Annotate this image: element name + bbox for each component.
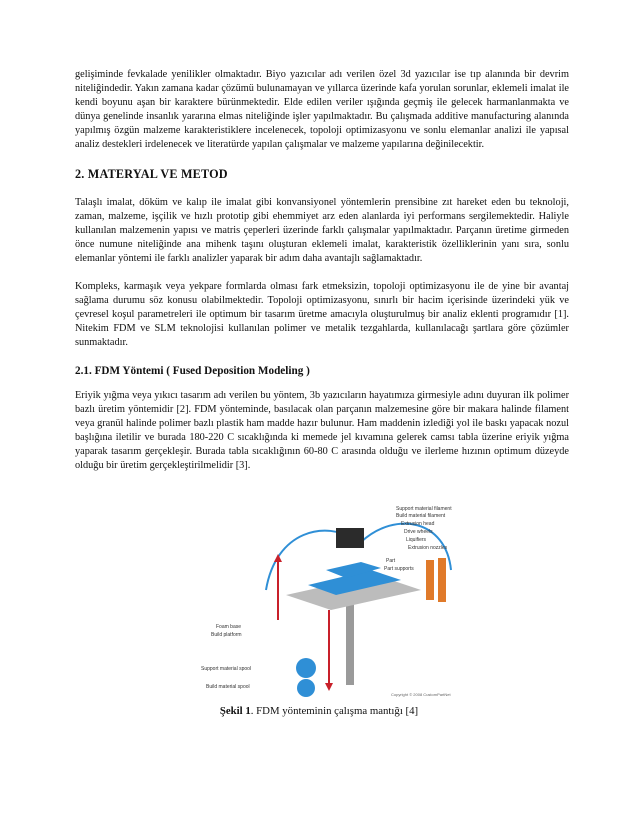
figure-caption [0,705,638,717]
fdm-diagram-svg [196,500,496,700]
nozzle-orange-right [438,558,446,602]
label-part: Part [386,558,396,564]
label-build-filament: Build material filament [396,513,446,519]
subsection-heading-fdm: 2.1. FDM Yöntemi ( Fused Deposition Modeling ) [75,364,310,377]
label-support-spool: Support material spool [201,666,252,672]
label-build-platform: Build platform [211,632,242,638]
section-heading-materials-method: 2. MATERYAL VE METOD [75,166,228,181]
arrow-head-down-center [325,683,333,691]
label-extrusion-nozzles: Extrusion nozzles [408,545,448,551]
method-paragraph-1: Talaşlı imalat, döküm ve kalıp ile imalat gibi konvansiyonel yöntemlerin prensibine zıt hareket eden bu teknoloji, zaman, malzeme, işçilik ve hızlı prototip gibi ehemmiyet arz eden alanlarda iyi performans sergilemektedir. Haliyle kullanılan malzemenin yapısı ve matris çeperleri üzerinde farklı çalışmalar yapılmaktadır. Parçanın üretime girmeden önce numune niteliğinde ana mihenk taşını oluşturan eklemeli imalat, karakteristik özelliklerinin yanı sıra, sonlu elemanlar yöntemi ile farklı analizler yaparak bir adım daha avantajlı sağlamaktadır. [75,196,569,264]
document-body [75,68,569,473]
extrusion-head [336,528,364,548]
label-copyright: Copyright © 2008 CustomPartNet [391,692,451,697]
figure-caption-text: . FDM yönteminin çalışma mantığı [4] [250,705,419,717]
vertical-rail [346,595,354,685]
label-drive-wheels: Drive wheels [404,529,433,535]
label-extrusion-head: Extrusion head [401,521,435,527]
build-spool [297,679,315,697]
intro-paragraph: gelişiminde fevkalade yenilikler olmaktadır. Biyo yazıcılar adı verilen özel 3d yazıcılar ise tıp alanında bir devrim niteliğindedir. Yakın zamana kadar çözümü bulunamayan ve yıllarca üzerinde kafa yorulan sorunlar, eklemeli imalat ile kendi boyunu aşan bir karaktere bürünmektedir. Elde edilen veriler ışığında geçmiş ile gelecek harmanlanmakta ve dünya genelinde insanlık yararına elmas niteliğinde işler yapılmaktadır. Bu çalışmada additive manufacturing alanında yapılmış özgün malzeme karakteristiklere incelenecek, topoloji optimizasyonu ve sonlu elemanlar analizi ile yapısal analiz destekleri irdelenecek ve literatürde yapılan çalışmalar ve malzeme yapılarına değinilecektir. [75,69,569,151]
label-liquifiers: Liquifiers [406,537,427,543]
fdm-diagram [196,500,496,700]
nozzle-orange-left [426,560,434,600]
figure-caption-label: Şekil 1 [219,705,251,717]
method-paragraph-2: Kompleks, karmaşık veya yekpare formlarda olması fark etmeksizin, topoloji optimizasyonu ile de yine bir avantaj sağlama durumu söz konusu olabilmektedir. Topoloji optimizasyonu, sınırlı bir hacim içerisinde üzerindeki yük ve çevresel koşul parametreleri ile optimum bir tasarım üretme amacıyla oluşturulmuş bir analiz eklenti programıdır [1]. Nitekim FDM ve SLM teknolojisi kullanılan polimer ve metalik tezgahlarda, kullanılacağı şartlara göre çözümler sunmaktadır. [75,281,569,349]
label-foam-base: Foam base [216,624,242,630]
label-part-supports: Part supports [384,566,414,572]
label-support-filament: Support material filament [396,506,452,512]
label-build-spool: Build material spool [206,684,250,690]
support-spool [296,658,316,678]
fdm-paragraph: Eriyik yığma veya yıkıcı tasarım adı verilen bu yöntem, 3b yazıcıların hayatımıza girmesiyle adını duyuran ilk polimer bazlı üretim yöntemidir [2]. FDM yönteminde, basılacak olan parçanın malzemesine göre bir makara halinde filament veya granül halinde polimer bazlı plastik ham madde hazır bulunur. Ham maddenin izlediği yol ile baskı yapacak nozul başlığına iletilir ve burada 180-220 C sıcaklığında ki memede jel kıvamına gelerek camsı tabla üzerine eriyik yığma yaparak tasarım gerçekleşir. Burada tabla sıcaklığının 60-80 C arasında olduğu ve ilerleme hızının optimum düzeyde olduğu bir üretim gerçekleştirilmelidir [3]. [75,389,569,471]
arrow-head-up-left [274,554,282,562]
